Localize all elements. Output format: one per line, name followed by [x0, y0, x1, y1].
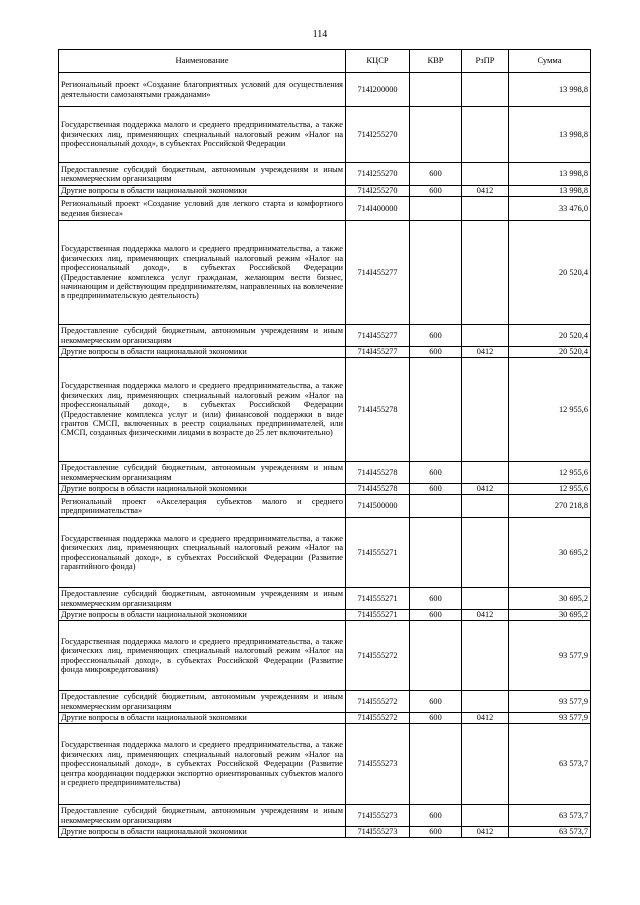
cell-kcsr: 714I455277: [346, 325, 410, 347]
cell-name: Государственная поддержка малого и среднего предпринимательства, а также физических лиц, применяющих специальный налоговый режим «Налог на профессиональный доход», в субъектах Российской Федерации (Развитие фонда микрокредитования): [59, 621, 346, 691]
cell-sum: 33 476,0: [509, 197, 591, 221]
table-row: [59, 724, 591, 805]
cell-kvr: [410, 73, 462, 107]
cell-kcsr: 714I555273: [346, 805, 410, 827]
table-row: [59, 325, 591, 347]
cell-kcsr: 714I500000: [346, 495, 410, 518]
cell-name: Предоставление субсидий бюджетным, автономным учреждениям и иным некоммерческим организациям: [59, 163, 346, 186]
cell-sum: 63 573,7: [509, 805, 591, 827]
table-row: [59, 588, 591, 610]
cell-name: Другие вопросы в области национальной экономики: [59, 484, 346, 495]
cell-sum: 12 955,6: [509, 484, 591, 495]
cell-sum: 20 520,4: [509, 221, 591, 325]
table-row: [59, 197, 591, 221]
cell-sum: 12 955,6: [509, 358, 591, 462]
cell-kvr: 600: [410, 691, 462, 713]
cell-kcsr: 714I455278: [346, 484, 410, 495]
cell-name: Предоставление субсидий бюджетным, автономным учреждениям и иным некоммерческим организациям: [59, 805, 346, 827]
cell-name: Другие вопросы в области национальной экономики: [59, 827, 346, 838]
cell-kcsr: 714I400000: [346, 197, 410, 221]
cell-rzpr: 0412: [462, 347, 509, 358]
table-row: [59, 462, 591, 484]
cell-kcsr: 714I555272: [346, 621, 410, 691]
header-kvr: КВР: [410, 50, 462, 73]
table-header-row: [59, 50, 591, 73]
cell-sum: 63 573,7: [509, 827, 591, 838]
cell-kvr: 600: [410, 462, 462, 484]
table-row: [59, 518, 591, 588]
cell-rzpr: 0412: [462, 713, 509, 724]
table-row: [59, 495, 591, 518]
table-row: [59, 610, 591, 621]
cell-kvr: [410, 495, 462, 518]
cell-kvr: [410, 621, 462, 691]
table-row: [59, 621, 591, 691]
cell-sum: 63 573,7: [509, 724, 591, 805]
cell-kcsr: 714I455277: [346, 347, 410, 358]
cell-kcsr: 714I555271: [346, 518, 410, 588]
cell-rzpr: 0412: [462, 827, 509, 838]
cell-rzpr: [462, 805, 509, 827]
cell-rzpr: [462, 73, 509, 107]
table-row: [59, 805, 591, 827]
cell-kcsr: 714I255270: [346, 186, 410, 197]
cell-name: Другие вопросы в области национальной экономики: [59, 713, 346, 724]
cell-name: Государственная поддержка малого и среднего предпринимательства, а также физических лиц, применяющих специальный налоговый режим «Налог на профессиональный доход», в субъектах Российской Федерации (Развитие гарантийного фонда): [59, 518, 346, 588]
cell-name: Региональный проект «Создание условий для легкого старта и комфортного ведения бизнеса»: [59, 197, 346, 221]
table-row: [59, 691, 591, 713]
cell-sum: 13 998,8: [509, 73, 591, 107]
table-row: [59, 221, 591, 325]
page-number: 114: [312, 29, 328, 40]
cell-kvr: [410, 724, 462, 805]
table-body: [59, 73, 591, 838]
cell-name: Предоставление субсидий бюджетным, автономным учреждениям и иным некоммерческим организациям: [59, 325, 346, 347]
cell-rzpr: 0412: [462, 610, 509, 621]
table-row: [59, 827, 591, 838]
cell-rzpr: 0412: [462, 186, 509, 197]
table-row: [59, 107, 591, 163]
cell-kvr: 600: [410, 713, 462, 724]
cell-sum: 20 520,4: [509, 325, 591, 347]
cell-kcsr: 714I555273: [346, 724, 410, 805]
cell-kvr: 600: [410, 163, 462, 186]
cell-kvr: 600: [410, 827, 462, 838]
header-rzpr: РзПР: [462, 50, 509, 73]
cell-name: Другие вопросы в области национальной экономики: [59, 186, 346, 197]
cell-kcsr: 714I455277: [346, 221, 410, 325]
cell-sum: 13 998,8: [509, 107, 591, 163]
cell-sum: 30 695,2: [509, 518, 591, 588]
table-row: [59, 713, 591, 724]
table-row: [59, 358, 591, 462]
cell-rzpr: [462, 197, 509, 221]
cell-kvr: [410, 197, 462, 221]
cell-rzpr: [462, 462, 509, 484]
cell-kvr: [410, 221, 462, 325]
cell-kvr: 600: [410, 186, 462, 197]
table-row: [59, 347, 591, 358]
cell-rzpr: [462, 107, 509, 163]
cell-kvr: 600: [410, 325, 462, 347]
table-row: [59, 186, 591, 197]
cell-rzpr: 0412: [462, 484, 509, 495]
cell-sum: 270 218,8: [509, 495, 591, 518]
header-name: Наименование: [59, 50, 346, 73]
cell-rzpr: [462, 221, 509, 325]
table-row: [59, 73, 591, 107]
cell-rzpr: [462, 325, 509, 347]
cell-name: Государственная поддержка малого и среднего предпринимательства, а также физических лиц, применяющих специальный налоговый режим «Налог на профессиональный доход», в субъектах Российской Федерации (Развитие центра координации поддержки экспортно ориентированных субъектов малого и среднего предпринимательства): [59, 724, 346, 805]
cell-sum: 20 520,4: [509, 347, 591, 358]
cell-sum: 93 577,9: [509, 713, 591, 724]
cell-kcsr: 714I455278: [346, 462, 410, 484]
cell-rzpr: [462, 724, 509, 805]
table-row: [59, 163, 591, 186]
cell-kvr: [410, 518, 462, 588]
cell-rzpr: [462, 358, 509, 462]
cell-kvr: [410, 358, 462, 462]
cell-rzpr: [462, 495, 509, 518]
cell-kcsr: 714I255270: [346, 163, 410, 186]
budget-table: [58, 49, 591, 838]
cell-sum: 12 955,6: [509, 462, 591, 484]
cell-rzpr: [462, 518, 509, 588]
cell-kcsr: 714I455278: [346, 358, 410, 462]
cell-name: Предоставление субсидий бюджетным, автономным учреждениям и иным некоммерческим организациям: [59, 691, 346, 713]
cell-name: Другие вопросы в области национальной экономики: [59, 347, 346, 358]
cell-kcsr: 714I255270: [346, 107, 410, 163]
cell-kcsr: 714I555272: [346, 713, 410, 724]
cell-rzpr: [462, 621, 509, 691]
cell-sum: 30 695,2: [509, 588, 591, 610]
cell-name: Предоставление субсидий бюджетным, автономным учреждениям и иным некоммерческим организациям: [59, 588, 346, 610]
cell-sum: 30 695,2: [509, 610, 591, 621]
cell-kcsr: 714I555273: [346, 827, 410, 838]
table-row: [59, 484, 591, 495]
cell-kcsr: 714I200000: [346, 73, 410, 107]
cell-kvr: [410, 107, 462, 163]
header-kcsr: КЦСР: [346, 50, 410, 73]
header-sum: Сумма: [509, 50, 591, 73]
cell-kvr: 600: [410, 805, 462, 827]
cell-sum: 93 577,9: [509, 621, 591, 691]
cell-rzpr: [462, 691, 509, 713]
cell-name: Государственная поддержка малого и среднего предпринимательства, а также физических лиц, применяющих специальный налоговый режим «Налог на профессиональный доход», в субъектах Российской Федерации (Предоставление комплекса услуг гражданам, желающим вести бизнес, начинающим и действующим предпринимателям, направленных на вовлечение в предпринимательскую деятельность): [59, 221, 346, 325]
cell-kcsr: 714I555272: [346, 691, 410, 713]
cell-name: Государственная поддержка малого и среднего предпринимательства, а также физических лиц, применяющих специальный налоговый режим «Налог на профессиональный доход», в субъектах Российской Федерации (Предоставление комплекса услуг и (или) финансовой поддержки в виде грантов СМСП, включенных в реестр социальных предпринимателей, или СМСП, созданных физическими лицами в возрасте до 25 лет включительно): [59, 358, 346, 462]
cell-sum: 13 998,8: [509, 186, 591, 197]
cell-kvr: 600: [410, 610, 462, 621]
cell-sum: 13 998,8: [509, 163, 591, 186]
cell-rzpr: [462, 588, 509, 610]
cell-name: Другие вопросы в области национальной экономики: [59, 610, 346, 621]
cell-name: Региональный проект «Создание благоприятных условий для осуществления деятельности самозанятыми гражданами»: [59, 73, 346, 107]
cell-kvr: 600: [410, 347, 462, 358]
cell-sum: 93 577,9: [509, 691, 591, 713]
cell-kcsr: 714I555271: [346, 610, 410, 621]
cell-rzpr: [462, 163, 509, 186]
cell-kcsr: 714I555271: [346, 588, 410, 610]
cell-name: Предоставление субсидий бюджетным, автономным учреждениям и иным некоммерческим организациям: [59, 462, 346, 484]
cell-kvr: 600: [410, 484, 462, 495]
cell-kvr: 600: [410, 588, 462, 610]
cell-name: Государственная поддержка малого и среднего предпринимательства, а также физических лиц, применяющих специальный налоговый режим «Налог на профессиональный доход», в субъектах Российской Федерации: [59, 107, 346, 163]
cell-name: Региональный проект «Акселерация субъектов малого и среднего предпринимательства»: [59, 495, 346, 518]
